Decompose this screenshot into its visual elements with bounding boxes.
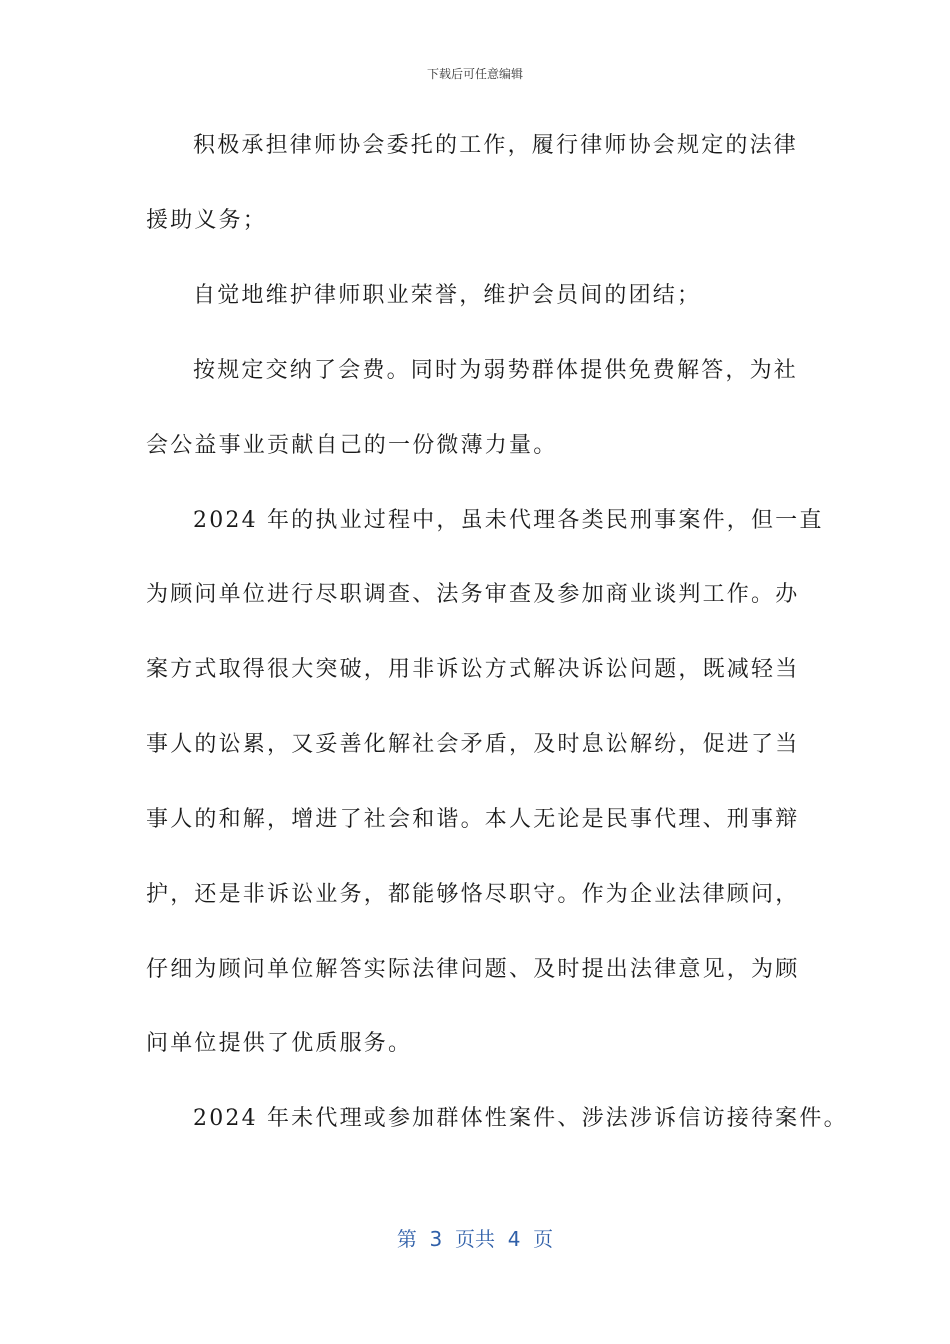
text-line: 事人的和解，增进了社会和谐。本人无论是民事代理、刑事辩 (146, 807, 800, 832)
text-line: 为顾问单位进行尽职调查、法务审查及参加商业谈判工作。办 (146, 582, 800, 607)
text-line: 问单位提供了优质服务。 (146, 1031, 413, 1056)
text-line: 2024 年的执业过程中，虽未代理各类民刑事案件，但一直 (193, 508, 824, 533)
text-line: 2024 年未代理或参加群体性案件、涉法涉诉信访接待案件。 (193, 1106, 848, 1131)
text-line: 援助义务； (146, 208, 268, 233)
text-line: 积极承担律师协会委托的工作，履行律师协会规定的法律 (193, 133, 799, 158)
text-line: 按规定交纳了会费。同时为弱势群体提供免费解答，为社 (193, 358, 799, 383)
page-header: 下载后可任意编辑 (426, 67, 523, 81)
page-number-footer: 第 3 页共 4 页 (396, 1227, 554, 1251)
text-line: 事人的讼累，又妥善化解社会矛盾，及时息讼解纷，促进了当 (146, 732, 800, 757)
text-line: 自觉地维护律师职业荣誉，维护会员间的团结； (193, 283, 702, 308)
text-line: 护，还是非诉讼业务，都能够恪尽职守。作为企业法律顾问， (146, 882, 800, 907)
text-line: 仔细为顾问单位解答实际法律问题、及时提出法律意见，为顾 (146, 957, 800, 982)
text-line: 案方式取得很大突破，用非诉讼方式解决诉讼问题，既减轻当 (146, 657, 800, 682)
text-line: 会公益事业贡献自己的一份微薄力量。 (146, 433, 558, 458)
